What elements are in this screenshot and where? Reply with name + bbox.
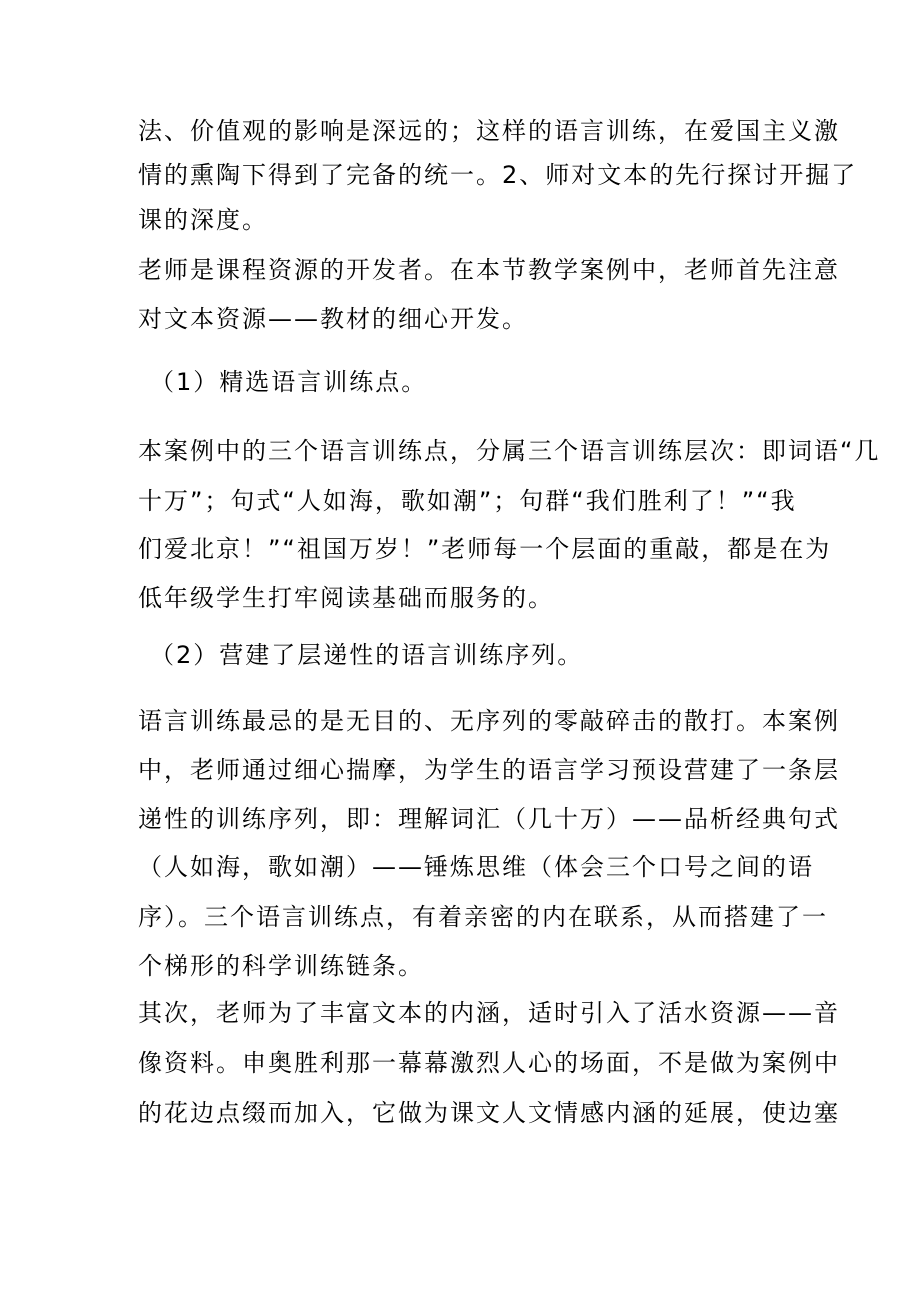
text-line: 像资料。申奥胜利那一幕幕激烈人心的场面，不是做为案例中 <box>138 1049 840 1077</box>
text-line: 序）。三个语言训练点，有着亲密的内在联系，从而搭建了一 <box>138 903 828 931</box>
text-line: 的花边点缀而加入，它做为课文人文情感内涵的延展，使边塞 <box>138 1099 840 1127</box>
section-heading: （1）精选语言训练点。 <box>150 368 428 396</box>
text-line: 其次，老师为了丰富文本的内涵，适时引入了活水资源——音 <box>138 999 840 1027</box>
text-line: 本案例中的三个语言训练点，分属三个语言训练层次：即词语“几 <box>138 437 881 465</box>
text-line: 课的深度。 <box>138 206 268 234</box>
section-heading: （2）营建了层递性的语言训练序列。 <box>150 641 584 669</box>
text-line: 情的熏陶下得到了完备的统一。2、师对文本的先行探讨开掘了 <box>138 161 858 189</box>
text-line: 法、价值观的影响是深远的；这样的语言训练，在爱国主义激 <box>138 117 840 145</box>
text-line: 老师是课程资源的开发者。在本节教学案例中，老师首先注意 <box>138 256 840 284</box>
text-line: （人如海，歌如潮）——锤炼思维（体会三个口号之间的语 <box>138 853 814 881</box>
text-line: 十万”；句式“人如海，歌如潮”；句群“我们胜利了！”“我 <box>138 487 797 515</box>
text-line: 个梯形的科学训练链条。 <box>138 952 424 980</box>
text-line: 们爱北京！”“祖国万岁！”老师每一个层面的重敲，都是在为 <box>138 535 832 563</box>
text-line: 语言训练最忌的是无目的、无序列的零敲碎击的散打。本案例 <box>138 707 840 735</box>
text-line: 对文本资源——教材的细心开发。 <box>138 305 528 333</box>
text-line: 递性的训练序列，即：理解词汇（几十万）——品析经典句式 <box>138 805 840 833</box>
text-line: 低年级学生打牢阅读基础而服务的。 <box>138 584 554 612</box>
text-line: 中，老师通过细心揣摩，为学生的语言学习预设营建了一条层 <box>138 756 840 784</box>
